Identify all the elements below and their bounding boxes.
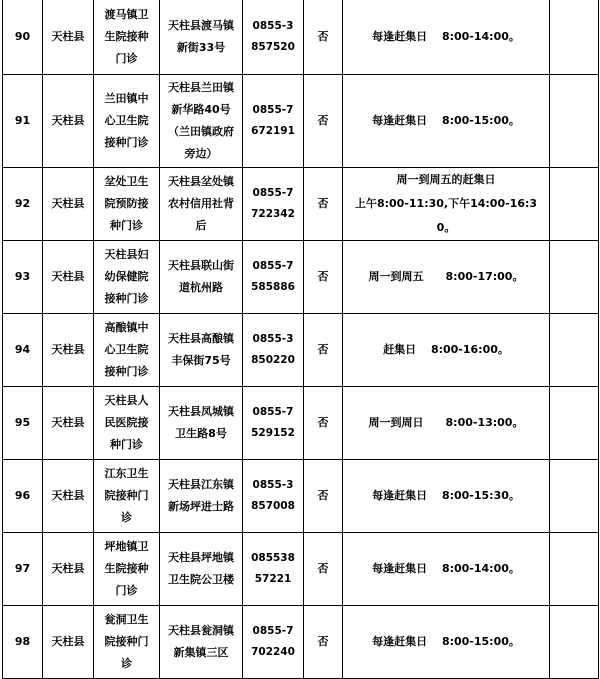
phone-cell [243, 606, 304, 679]
phone-cell-line: 702240 [251, 646, 295, 658]
phone-cell-line: 0855-3 [252, 479, 294, 491]
clinic-name-cell [94, 606, 160, 679]
county-cell: 天柱县 [43, 241, 94, 314]
clinic-name-cell-line: 瓮洞卫生 [104, 613, 149, 626]
address-cell-line: 新场坪进士路 [168, 500, 234, 513]
table-row [3, 75, 599, 168]
address-cell [160, 533, 243, 606]
clinic-name-cell-line: 民医院接 [104, 416, 149, 429]
schedule-cell-line: 每逢赶集日 8:00-14:00。 [372, 562, 520, 575]
clinic-name-cell-line: 高酿镇中 [104, 321, 149, 334]
phone-cell-line: 57221 [254, 573, 292, 585]
clinic-name-cell-line: 院接种门 [104, 489, 149, 502]
blank-cell [550, 460, 599, 533]
address-cell-line: 天柱县渡马镇 [168, 18, 234, 32]
flag-cell: 否 [304, 314, 343, 387]
county-cell: 天柱县 [43, 533, 94, 606]
schedule-cell-line: 上午8:00-11:30,下午14:00-16:3 [354, 197, 538, 210]
schedule-cell [343, 0, 550, 75]
clinic-name-cell-line: 接种门诊 [104, 136, 149, 149]
clinic-name-cell [94, 387, 160, 460]
address-cell-line: 旁边） [184, 147, 218, 160]
clinic-name-cell-line: 兰田镇中 [104, 92, 149, 105]
row-number: 90 [3, 0, 43, 75]
clinic-name-cell-line: 生院接种 [104, 29, 149, 43]
schedule-cell [343, 533, 550, 606]
address-cell-line: 天柱县坪地镇 [168, 551, 234, 564]
phone-cell-line: 857520 [251, 40, 295, 53]
county-cell: 天柱县 [43, 75, 94, 168]
clinic-name-cell-line: 院预防接 [104, 197, 149, 210]
flag-cell: 否 [304, 241, 343, 314]
schedule-cell [343, 460, 550, 533]
address-cell-line: 新华路40号 [171, 103, 231, 116]
address-cell-line: 卫生路8号 [175, 427, 227, 440]
flag-cell: 否 [304, 460, 343, 533]
address-cell [160, 168, 243, 241]
phone-cell-line: 857008 [251, 500, 295, 512]
table-row [3, 533, 599, 606]
row-number: 93 [3, 241, 43, 314]
clinic-name-cell [94, 168, 160, 241]
address-cell-line: 天柱县江东镇 [168, 478, 234, 491]
address-cell-line: 道杭州路 [179, 281, 223, 294]
schedule-cell-line: 每逢赶集日 8:00-15:00。 [372, 635, 520, 648]
clinic-name-cell-line: 天柱县人 [104, 394, 149, 407]
county-cell: 天柱县 [43, 460, 94, 533]
phone-cell-line: 0855-3 [252, 333, 294, 345]
flag-cell: 否 [304, 0, 343, 75]
row-number: 94 [3, 314, 43, 387]
clinic-name-cell-line: 江东卫生 [104, 467, 149, 480]
schedule-cell [343, 75, 550, 168]
address-cell-line: 天柱县联山街 [168, 259, 234, 272]
schedule-cell-line: 周一到周五 8:00-17:00。 [368, 270, 524, 283]
blank-cell [550, 606, 599, 679]
vaccination-clinic-table [2, 0, 599, 679]
blank-cell [550, 168, 599, 241]
address-cell [160, 0, 243, 75]
row-number: 91 [3, 75, 43, 168]
clinic-name-cell-line: 接种门诊 [104, 292, 149, 305]
phone-cell-line: 672191 [251, 125, 295, 137]
table-row [3, 241, 599, 314]
phone-cell [243, 533, 304, 606]
phone-cell [243, 460, 304, 533]
address-cell [160, 606, 243, 679]
phone-cell-line: 529152 [251, 427, 295, 439]
phone-cell [243, 241, 304, 314]
clinic-name-cell-line: 坌处卫生 [104, 175, 149, 188]
schedule-cell [343, 314, 550, 387]
clinic-name-cell [94, 241, 160, 314]
schedule-cell-line: 0。 [436, 221, 456, 234]
address-cell [160, 314, 243, 387]
blank-cell [550, 241, 599, 314]
flag-cell: 否 [304, 168, 343, 241]
blank-cell [550, 314, 599, 387]
flag-cell: 否 [304, 606, 343, 679]
table-row [3, 168, 599, 241]
clinic-name-cell-line: 门诊 [115, 51, 138, 65]
blank-cell [550, 387, 599, 460]
phone-cell [243, 387, 304, 460]
table-row [3, 0, 599, 75]
schedule-cell [343, 606, 550, 679]
clinic-name-cell [94, 533, 160, 606]
clinic-name-cell-line: 诊 [121, 657, 132, 670]
phone-cell-line: 0855-7 [252, 187, 294, 199]
address-cell-line: 新集镇三区 [173, 646, 229, 659]
phone-cell [243, 0, 304, 75]
phone-cell [243, 168, 304, 241]
clinic-name-cell [94, 75, 160, 168]
phone-cell-line: 0855-7 [252, 104, 294, 116]
phone-cell [243, 314, 304, 387]
schedule-cell [343, 168, 550, 241]
schedule-cell-line: 每逢赶集日 8:00-15:00。 [372, 114, 520, 127]
table-row [3, 387, 599, 460]
address-cell-line: 丰保街75号 [171, 354, 231, 367]
phone-cell-line: 850220 [251, 354, 295, 366]
address-cell-line: 卫生院公卫楼 [168, 573, 234, 586]
address-cell [160, 387, 243, 460]
address-cell-line: 天柱县高酿镇 [168, 332, 234, 345]
clinic-name-cell-line: 幼保健院 [104, 270, 149, 283]
address-cell-line: 新街33号 [176, 40, 226, 54]
phone-cell-line: 0855-7 [252, 625, 294, 637]
row-number: 92 [3, 168, 43, 241]
phone-cell-line: 085538 [251, 552, 295, 564]
address-cell-line: 天柱县瓮洞镇 [168, 624, 234, 637]
address-cell-line: （兰田镇政府 [168, 125, 234, 138]
schedule-cell-line: 每逢赶集日 8:00-15:30。 [372, 489, 520, 502]
clinic-name-cell-line: 心卫生院 [104, 114, 149, 127]
clinic-name-cell [94, 460, 160, 533]
table-row [3, 460, 599, 533]
address-cell [160, 460, 243, 533]
row-number: 96 [3, 460, 43, 533]
phone-cell [243, 75, 304, 168]
address-cell [160, 241, 243, 314]
clinic-name-cell-line: 坪地镇卫 [104, 540, 149, 553]
clinic-name-cell-line: 接种门诊 [104, 365, 149, 378]
row-number: 98 [3, 606, 43, 679]
clinic-name-cell [94, 314, 160, 387]
row-number: 97 [3, 533, 43, 606]
address-cell-line: 天柱县凤城镇 [168, 405, 234, 418]
clinic-name-cell [94, 0, 160, 75]
county-cell: 天柱县 [43, 387, 94, 460]
flag-cell: 否 [304, 387, 343, 460]
address-cell [160, 75, 243, 168]
clinic-name-cell-line: 种门诊 [110, 219, 143, 232]
schedule-cell-line: 赶集日 8:00-16:00。 [383, 343, 509, 356]
schedule-cell-line: 每逢赶集日 8:00-14:00。 [372, 29, 520, 43]
table-row [3, 606, 599, 679]
flag-cell: 否 [304, 533, 343, 606]
clinic-name-cell-line: 天柱县妇 [104, 248, 149, 261]
schedule-cell [343, 241, 550, 314]
phone-cell-line: 0855-3 [252, 19, 294, 32]
address-cell-line: 农村信用社背 [168, 197, 234, 210]
table-body [3, 0, 599, 679]
phone-cell-line: 585886 [251, 281, 295, 293]
phone-cell-line: 0855-7 [252, 406, 294, 418]
clinic-name-cell-line: 渡马镇卫 [104, 7, 149, 21]
phone-cell-line: 0855-7 [252, 260, 294, 272]
schedule-cell [343, 387, 550, 460]
clinic-name-cell-line: 种门诊 [110, 438, 143, 451]
blank-cell [550, 533, 599, 606]
table-row [3, 314, 599, 387]
address-cell-line: 后 [195, 219, 207, 232]
clinic-name-cell-line: 门诊 [115, 584, 138, 597]
phone-cell-line: 722342 [251, 208, 295, 220]
schedule-cell-line: 周一到周日 8:00-13:00。 [368, 416, 524, 429]
row-number: 95 [3, 387, 43, 460]
clinic-name-cell-line: 心卫生院 [104, 343, 149, 356]
address-cell-line: 天柱县坌处镇 [168, 175, 234, 188]
blank-cell [550, 0, 599, 75]
flag-cell: 否 [304, 75, 343, 168]
county-cell: 天柱县 [43, 0, 94, 75]
county-cell: 天柱县 [43, 314, 94, 387]
county-cell: 天柱县 [43, 168, 94, 241]
county-cell: 天柱县 [43, 606, 94, 679]
clinic-name-cell-line: 院接种门 [104, 635, 149, 648]
clinic-name-cell-line: 生院接种 [104, 562, 149, 575]
blank-cell [550, 75, 599, 168]
address-cell-line: 天柱县兰田镇 [168, 81, 234, 94]
schedule-cell-line: 周一到周五的赶集日 [396, 173, 496, 186]
clinic-name-cell-line: 诊 [121, 511, 132, 524]
